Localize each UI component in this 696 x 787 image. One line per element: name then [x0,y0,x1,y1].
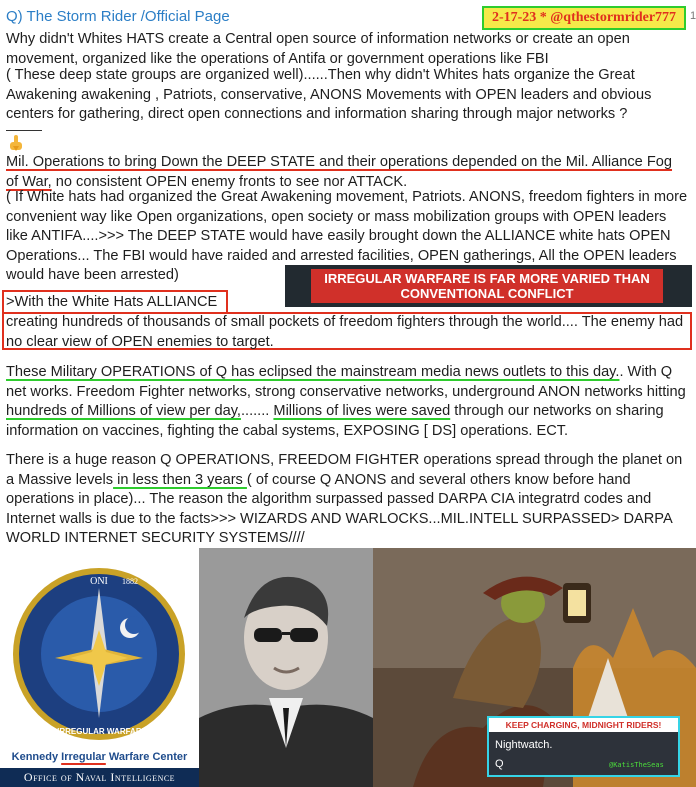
paragraph-8-text: There is a huge reason Q OPERATIONS, FREEDOM FIGHTER operations spread through the planet on a Massive levels [6,452,683,488]
image-strip [0,548,696,787]
paragraph-2: ( These deep state groups are organized well)......Then why didn't Whites hats organize the Great Awakening awakening , Patriots, conservative, ANONS Movements with OPEN leaders and obvious centers for gathering, direct open connections and information sharing through major networks ? [6,67,652,123]
banner-line-2: CONVENTIONAL CONFLICT [400,286,574,301]
kennedy-caption-irregular: Irregular [61,751,106,763]
paragraph-7-tail: through our networks on sharing information on vaccines, fighting the cabal systems, EXPOSING [ DS] operations. ECT. [6,403,664,439]
midnight-rider-artwork[interactable] [373,548,696,787]
paragraph-8 [6,451,692,549]
paragraph-4: ( If White hats had organized the Great Awakening movement, Patriots. ANONS, freedom fighters in more convenient way like Open organizations, open society or mass mobilization groups with OPEN leaders like ANTIFA....>>> The DEEP STATE would have easily brought down the ALLIANCE white hats OPEN Operations... The FBI would have raided and arrested facilities, OPEN gatherings, All the OPEN leaders would have been arrested) [6,189,688,284]
kennedy-caption-a: Kennedy [11,751,62,763]
paragraph-1: Why didn't Whites HATS create a Central open source of information networks or create an open movement, organized like the operations of Antifa or government operations like FBI [6,31,630,67]
highlight-eclipsed-media: These Military OPERATIONS of Q has eclipsed the mainstream media news outlets to this day. [6,364,620,380]
kennedy-caption-c: Warfare Center [105,751,188,763]
highlight-hundreds-of-millions: hundreds of Millions of view per day, [6,403,241,420]
highlight-lives-saved: Millions of lives were saved [273,403,451,420]
channel-name-link[interactable]: Q) The Storm Rider /Official Page [6,8,230,25]
seal-year: 1882 [122,577,138,586]
paragraph-3-rest: no consistent OPEN enemy fronts to see nor ATTACK. [51,173,408,190]
highlight-less-then-3-years: in less then 3 years [113,471,247,488]
highlight-mil-operations: Mil. Operations to bring Down the DEEP STATE and their operations depended on the Mil. Alliance Fog [6,154,673,170]
quote-line-1: Nightwatch. [495,739,553,751]
paragraph-5: >With the White Hats ALLIANCE [6,294,218,310]
corner-digit: 1 [690,10,696,22]
paragraph-7-text: . With Q net works. Freedom Fighter networks, strong conservative networks, underground ANON networks hitting [6,364,686,400]
portrait-photo[interactable] [199,548,373,787]
kennedy-caption [0,751,199,763]
paragraph-8-tail: ( of course Q ANONS and several others know before hand operations in place)... The reason the algorithm surpassed passed DARPA CIA integratrd codes and Internet walls is due to the facts>>> WIZARDS AND WARLOCKS...MIL.INTELL SURPASSED> DARPA WORLD INTERNET SECURITY SYSTEMS//// [6,471,672,547]
portrait-silhouette-icon [199,548,373,787]
oni-caption: Office of Naval Intelligence [0,768,199,787]
kennedy-seal-image[interactable] [0,548,199,787]
divider [6,130,42,131]
quote-card [487,716,680,777]
paragraph-7-dots: ....... [240,403,274,420]
date-badge: 2-17-23 * @qthestormrider777 [482,6,686,30]
seal-emblem-icon [0,548,199,751]
highlight-of-war: of War, [6,173,52,190]
banner-line-1: IRREGULAR WARFARE IS FAR MORE VARIED THAN [324,271,650,286]
seal-ring-text: KENNEDY IRREGULAR WARFARE CENTER [15,727,183,736]
quote-handle: @KatisTheSeas [609,761,664,769]
quote-header: KEEP CHARGING, MIDNIGHT RIDERS! [489,718,678,732]
paragraph-3 [6,153,692,192]
pointing-down-hand-icon [8,134,24,152]
quote-line-2: Q [495,758,504,770]
paragraph-6: creating hundreds of thousands of small pockets of freedom fighters through the world.... The enemy had no clear view of OPEN enemies to target. [6,314,684,350]
seal-top-text: ONI [90,576,108,587]
paragraph-7 [6,363,692,441]
